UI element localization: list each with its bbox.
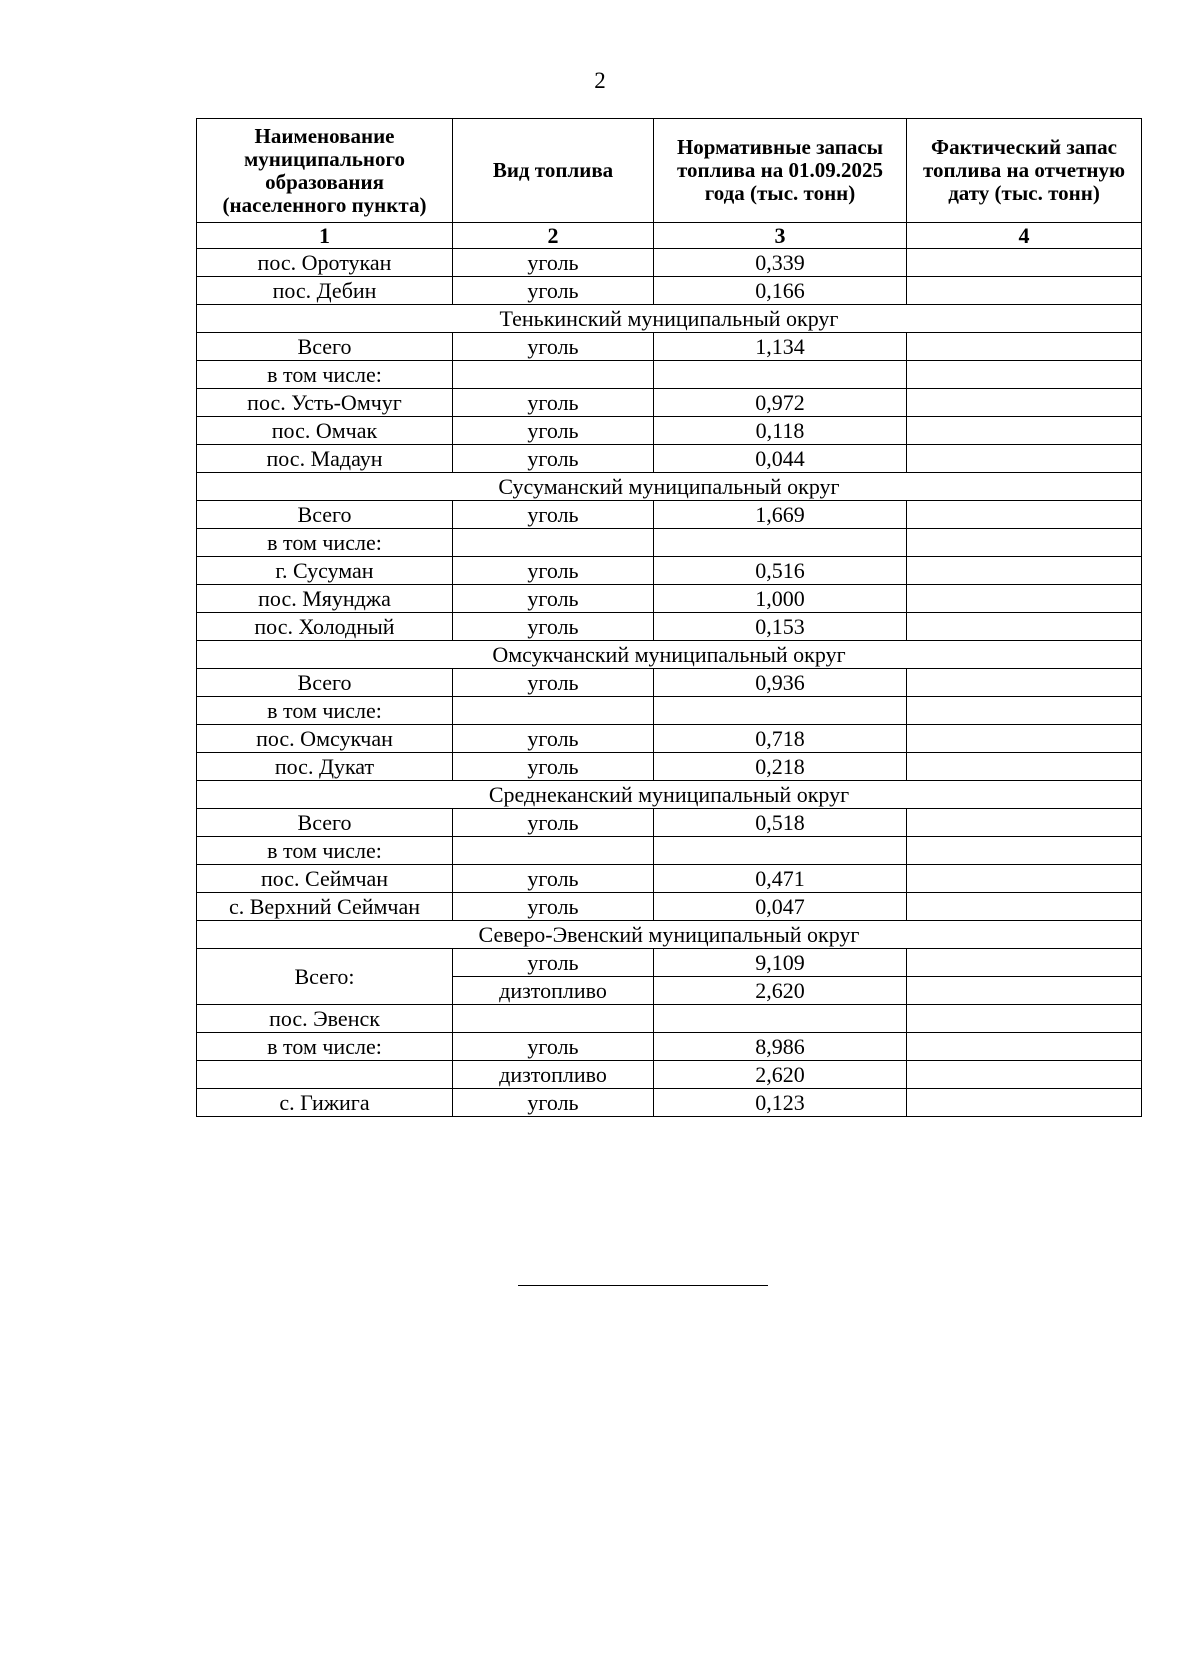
normative-reserve-cell: 1,000: [654, 585, 907, 613]
municipality-cell: Всего: [197, 333, 453, 361]
normative-reserve-cell: 0,118: [654, 417, 907, 445]
normative-reserve-cell: [654, 1005, 907, 1033]
municipality-cell: Всего: [197, 669, 453, 697]
fuel-type-cell: дизтопливо: [453, 1061, 654, 1089]
normative-reserve-cell: 0,218: [654, 753, 907, 781]
municipality-cell: Всего: [197, 809, 453, 837]
actual-reserve-cell: [907, 669, 1142, 697]
table-header-row: [197, 119, 1142, 223]
municipality-cell: пос. Омчак: [197, 417, 453, 445]
municipality-cell: пос. Дукат: [197, 753, 453, 781]
actual-reserve-cell: [907, 725, 1142, 753]
municipality-cell: пос. Эвенск: [197, 1005, 453, 1033]
normative-reserve-cell: 0,972: [654, 389, 907, 417]
municipality-cell: с. Гижига: [197, 1089, 453, 1117]
table-row: [197, 865, 1142, 893]
actual-reserve-cell: [907, 809, 1142, 837]
normative-reserve-cell: 0,339: [654, 249, 907, 277]
municipality-cell: пос. Сеймчан: [197, 865, 453, 893]
table-row: [197, 501, 1142, 529]
actual-reserve-cell: [907, 361, 1142, 389]
section-row: [197, 641, 1142, 669]
table-row: [197, 809, 1142, 837]
fuel-type-cell: уголь: [453, 333, 654, 361]
actual-reserve-cell: [907, 1061, 1142, 1089]
municipality-cell: [197, 1061, 453, 1089]
table-row: [197, 753, 1142, 781]
fuel-type-cell: уголь: [453, 249, 654, 277]
fuel-reserves-table: [196, 118, 1142, 1117]
actual-reserve-cell: [907, 865, 1142, 893]
table-row: [197, 949, 1142, 977]
header-actual-reserve: Фактический запас топлива на отчетную дату (тыс. тонн): [907, 119, 1142, 223]
municipality-cell: в том числе:: [197, 837, 453, 865]
header-municipality: Наименование муниципального образования (населенного пункта): [197, 119, 453, 223]
normative-reserve-cell: 0,936: [654, 669, 907, 697]
table-row: [197, 361, 1142, 389]
actual-reserve-cell: [907, 529, 1142, 557]
table-row: [197, 277, 1142, 305]
fuel-type-cell: уголь: [453, 277, 654, 305]
actual-reserve-cell: [907, 501, 1142, 529]
normative-reserve-cell: 0,718: [654, 725, 907, 753]
municipality-cell: в том числе:: [197, 529, 453, 557]
normative-reserve-cell: 0,123: [654, 1089, 907, 1117]
normative-reserve-cell: [654, 361, 907, 389]
table-row: [197, 1061, 1142, 1089]
table-row: [197, 697, 1142, 725]
column-number: 4: [907, 223, 1142, 249]
column-numbers-row: [197, 223, 1142, 249]
municipality-cell: в том числе:: [197, 697, 453, 725]
table-row: [197, 389, 1142, 417]
table-row: [197, 613, 1142, 641]
fuel-type-cell: уголь: [453, 753, 654, 781]
end-of-document-line: [518, 1285, 768, 1286]
table-row: [197, 893, 1142, 921]
fuel-type-cell: [453, 529, 654, 557]
column-number: 3: [654, 223, 907, 249]
fuel-type-cell: [453, 1005, 654, 1033]
actual-reserve-cell: [907, 949, 1142, 977]
normative-reserve-cell: 0,166: [654, 277, 907, 305]
actual-reserve-cell: [907, 249, 1142, 277]
fuel-type-cell: уголь: [453, 809, 654, 837]
actual-reserve-cell: [907, 585, 1142, 613]
actual-reserve-cell: [907, 753, 1142, 781]
municipality-cell: Всего: [197, 501, 453, 529]
municipality-cell: пос. Мяунджа: [197, 585, 453, 613]
table-row: [197, 557, 1142, 585]
municipality-cell: пос. Оротукан: [197, 249, 453, 277]
table-row: [197, 249, 1142, 277]
section-row: [197, 473, 1142, 501]
fuel-type-cell: уголь: [453, 389, 654, 417]
section-row: [197, 305, 1142, 333]
fuel-type-cell: уголь: [453, 445, 654, 473]
section-title: Омсукчанский муниципальный округ: [197, 641, 1142, 669]
fuel-type-cell: уголь: [453, 417, 654, 445]
municipality-cell: пос. Омсукчан: [197, 725, 453, 753]
actual-reserve-cell: [907, 1089, 1142, 1117]
actual-reserve-cell: [907, 389, 1142, 417]
fuel-type-cell: уголь: [453, 725, 654, 753]
actual-reserve-cell: [907, 977, 1142, 1005]
normative-reserve-cell: [654, 529, 907, 557]
municipality-cell: Всего:: [197, 949, 453, 1005]
actual-reserve-cell: [907, 557, 1142, 585]
municipality-cell: в том числе:: [197, 1033, 453, 1061]
table-row: [197, 1089, 1142, 1117]
actual-reserve-cell: [907, 277, 1142, 305]
fuel-type-cell: уголь: [453, 1033, 654, 1061]
column-number: 1: [197, 223, 453, 249]
actual-reserve-cell: [907, 893, 1142, 921]
municipality-cell: г. Сусуман: [197, 557, 453, 585]
actual-reserve-cell: [907, 417, 1142, 445]
section-title: Северо-Эвенский муниципальный округ: [197, 921, 1142, 949]
section-title: Среднеканский муниципальный округ: [197, 781, 1142, 809]
municipality-cell: с. Верхний Сеймчан: [197, 893, 453, 921]
normative-reserve-cell: 0,047: [654, 893, 907, 921]
table-row: [197, 585, 1142, 613]
actual-reserve-cell: [907, 333, 1142, 361]
fuel-type-cell: уголь: [453, 949, 654, 977]
normative-reserve-cell: [654, 697, 907, 725]
actual-reserve-cell: [907, 1005, 1142, 1033]
table-row: [197, 725, 1142, 753]
actual-reserve-cell: [907, 613, 1142, 641]
actual-reserve-cell: [907, 1033, 1142, 1061]
fuel-type-cell: дизтопливо: [453, 977, 654, 1005]
normative-reserve-cell: 0,471: [654, 865, 907, 893]
section-row: [197, 921, 1142, 949]
section-row: [197, 781, 1142, 809]
fuel-type-cell: уголь: [453, 585, 654, 613]
page-number: 2: [594, 68, 606, 93]
table-row: [197, 529, 1142, 557]
municipality-cell: пос. Мадаун: [197, 445, 453, 473]
normative-reserve-cell: 2,620: [654, 977, 907, 1005]
normative-reserve-cell: 8,986: [654, 1033, 907, 1061]
normative-reserve-cell: 0,518: [654, 809, 907, 837]
fuel-type-cell: уголь: [453, 1089, 654, 1117]
table-row: [197, 837, 1142, 865]
normative-reserve-cell: 0,516: [654, 557, 907, 585]
fuel-type-cell: уголь: [453, 501, 654, 529]
fuel-type-cell: [453, 361, 654, 389]
actual-reserve-cell: [907, 837, 1142, 865]
section-title: Тенькинский муниципальный округ: [197, 305, 1142, 333]
section-title: Сусуманский муниципальный округ: [197, 473, 1142, 501]
municipality-cell: пос. Холодный: [197, 613, 453, 641]
fuel-type-cell: уголь: [453, 669, 654, 697]
actual-reserve-cell: [907, 697, 1142, 725]
table-row: [197, 1033, 1142, 1061]
table-row: [197, 1005, 1142, 1033]
actual-reserve-cell: [907, 445, 1142, 473]
fuel-type-cell: [453, 697, 654, 725]
normative-reserve-cell: 2,620: [654, 1061, 907, 1089]
header-fuel-type: Вид топлива: [453, 119, 654, 223]
header-normative-reserve: Нормативные запасы топлива на 01.09.2025 года (тыс. тонн): [654, 119, 907, 223]
normative-reserve-cell: 9,109: [654, 949, 907, 977]
normative-reserve-cell: 0,153: [654, 613, 907, 641]
table-row: [197, 333, 1142, 361]
fuel-type-cell: уголь: [453, 557, 654, 585]
municipality-cell: пос. Усть-Омчуг: [197, 389, 453, 417]
fuel-type-cell: уголь: [453, 865, 654, 893]
table-row: [197, 417, 1142, 445]
normative-reserve-cell: 1,669: [654, 501, 907, 529]
table-row: [197, 669, 1142, 697]
municipality-cell: пос. Дебин: [197, 277, 453, 305]
table-row: [197, 445, 1142, 473]
normative-reserve-cell: 1,134: [654, 333, 907, 361]
column-number: 2: [453, 223, 654, 249]
normative-reserve-cell: [654, 837, 907, 865]
normative-reserve-cell: 0,044: [654, 445, 907, 473]
fuel-type-cell: [453, 837, 654, 865]
fuel-type-cell: уголь: [453, 893, 654, 921]
municipality-cell: в том числе:: [197, 361, 453, 389]
fuel-type-cell: уголь: [453, 613, 654, 641]
